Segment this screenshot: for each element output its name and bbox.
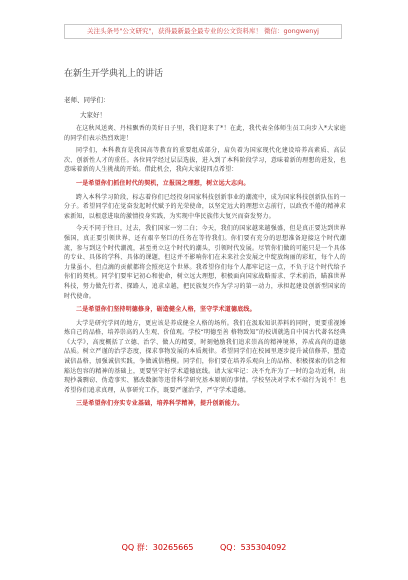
greeting: 大家好！ bbox=[80, 111, 106, 119]
document-title: 在新生开学典礼上的讲话 bbox=[64, 69, 164, 79]
section-heading: 一是希望你们抓住时代的契机，立报国之理想，树立远大志向。 bbox=[76, 179, 250, 187]
qq-text: QQ：535304092 bbox=[220, 543, 287, 552]
document-body bbox=[64, 124, 346, 413]
footer-contact bbox=[0, 542, 408, 553]
promo-banner: 关注头条号"公文研究"，获得最新最全最专业的公文资料库！ 微信：gongwenyj bbox=[64, 24, 342, 39]
salutation: 老师、同学们： bbox=[64, 96, 110, 104]
body-paragraph: 在这秋风送爽、丹桂飘香的美好日子里，我们迎来了*！在此，我代表全体师生员工向步入*大家庭的同学们表示热烈欢迎！ bbox=[64, 125, 346, 142]
section-heading: 二是希望你们坚持明德修身，砺造健全人格，坚守学术道德底线。 bbox=[76, 306, 256, 314]
body-paragraph: 同学们，本科教育是我国高等教育的重要组成部分，肩负着为国家现代化建设培养高素质、高层次、创新性人才的重任。各位同学经过层层选拔，进入到了本科阶段学习，意味着新的理想的进发，也意味着新的人生挑战的开始。借此机会，我向大家提四点希望： bbox=[64, 147, 346, 174]
qq-group-text: QQ 群：30265665 bbox=[121, 543, 194, 552]
body-paragraph: 跨入本科学习阶段，标志着你们已经投身国家科技创新事业的潮流中，成为国家科技创新队伍的一分子。希望同学们在觉奋发起时代赋予的光荣使命，以坚定远大的理想立志前行，以政孜不倦的精神求索新知，以根意进取的激情投身实践，为实现中华民族伟大复兴而奋发努力。 bbox=[64, 193, 346, 220]
body-paragraph: 今天不同于往日，过去，我们国家一穷二白；今天，我们的国家越来越强盛，但是真正要达到世界强国，真正要引领世界，还有艰辛坚巨的任务在等待我们。你们要有充分的思想准备迎接这个时代潮流，参与到这个时代潮流，甚至勇立这个时代的潮头，引领时代发展。尽管你们做的可能只是一个具体的专业、具体的学科、具体的课题，但这并不影响你们在未来社会发展之中绽放绚丽的彩虹，每个人的力量虽小，但点滴的贡献都将会照亮这个世界。我希望你们每个人都牢记这一点，不负于这个时代给予你们的契机。同学们要牢记初心和使命，树立远大理想，积极面向国家战略需求、学术前沿，瞄准世界科技，努力做先行者、探路人，追求卓越，把民族复兴作为学习的第一动力，承担起建设创新型国家的时代使命。 bbox=[64, 225, 346, 300]
section-heading: 三是希望你们夯实专业基础，培养科学精神，提升创新能力。 bbox=[76, 400, 244, 408]
body-paragraph: 大学是研究学问的地方，更应该是养成健全人格的场所。我们在汲取知识养料的同时，更要重视锤炼自己的品格，培养崇高的人生观、价值观。学校“明德至善 格物致知”的校训就选自中国古代著名经典《大学》，高度概括了立德、治学、做人的精要，时刻勉励我们追求崇高的精神境界，养成高尚的道德品质。树立严谨的治学态度，探求事物发展的本质规律。希望同学们在校园里逐步提升诚信修养，塑造诚信品格，加强诚信实践，争做诚信楷模。同学们，你们要在培养乐观向上的品格、积极探索的信念和豁达包容的精神的基础上，更要坚守好学术道德底线。请大家牢记：决不允许为了一时的急功近利，出现抄袭剽窃、伪造事实、篡改数据等违背科学研究基本原则的事情。学校坚决对学术不端行为说不！也希望你们追求真理，从事研究工作，既要严谨治学，严守学术道德。 bbox=[64, 319, 346, 394]
